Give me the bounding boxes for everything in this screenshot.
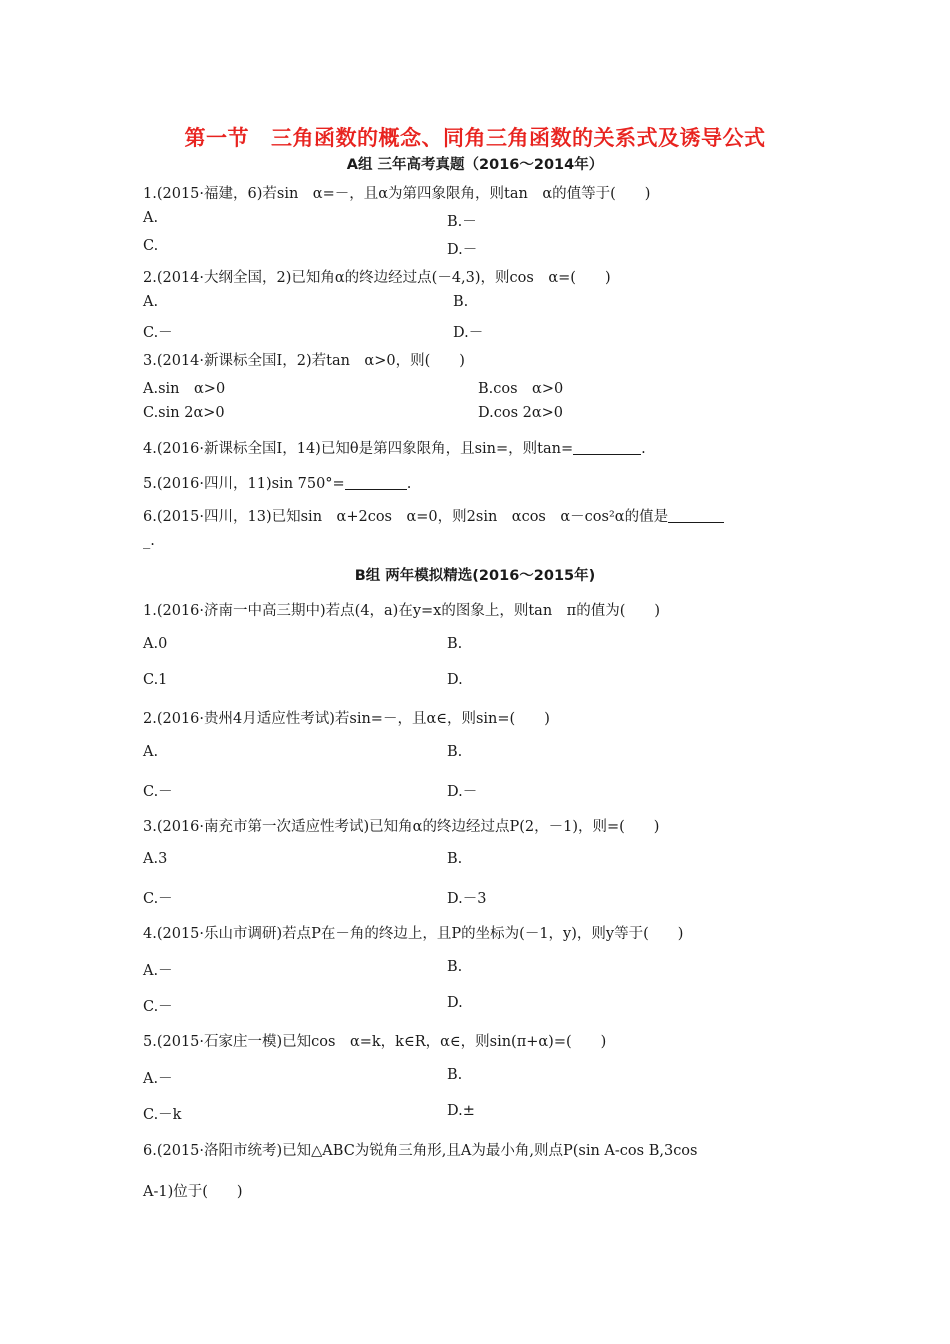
option-a2-c: C.－ [143, 325, 173, 341]
question-a5 [143, 472, 411, 493]
option-b5-b: B. [447, 1067, 463, 1083]
option-a2-b: B. [453, 294, 469, 310]
question-a6 [143, 505, 724, 526]
question-a4-text: 4.(2016·新课标全国Ⅰ，14)已知θ是第四象限角，且sin=，则tan= [143, 441, 574, 457]
option-a2-a: A. [143, 294, 159, 310]
option-b1-a: A.0 [143, 636, 168, 652]
option-b4-d: D. [447, 995, 463, 1011]
option-a3-d: D.cos 2α>0 [478, 405, 564, 421]
option-b2-b: B. [447, 744, 463, 760]
question-a4-end: . [641, 441, 646, 457]
option-a1-d: D.－ [447, 242, 478, 258]
option-b2-d: D.－ [447, 784, 478, 800]
option-b3-c: C.－ [143, 891, 173, 907]
question-a6-text: 6.(2015·四川，13)已知sin α+2cos α=0，则2sin αcos α－cos²α的值是 [143, 509, 669, 525]
option-a3-a: A.sin α>0 [143, 381, 226, 397]
section-number: 第一节 [184, 126, 249, 150]
question-a4 [143, 437, 646, 458]
question-b1: 1.(2016·济南一中高三期中)若点(4，a)在y=x的图象上，则tan π的值为( ) [143, 603, 661, 619]
question-a5-end: . [406, 476, 412, 492]
option-b4-b: B. [447, 959, 463, 975]
question-b5: 5.(2015·石家庄一模)已知cos α=k，k∈R，α∈，则sin(π+α)=( ) [143, 1034, 607, 1050]
question-b4: 4.(2015·乐山市调研)若点P在－角的终边上，且P的坐标为(－1，y)，则y等于( ) [143, 926, 684, 942]
question-b3: 3.(2016·南充市第一次适应性考试)已知角α的终边经过点P(2，－1)，则=( ) [143, 819, 660, 835]
group-a-heading: A组 三年高考真题（2016～2014年） [346, 157, 604, 173]
option-b1-b: B. [447, 636, 463, 652]
answer-blank [345, 475, 407, 490]
option-b3-d: D.－3 [447, 891, 487, 907]
section-title [0, 122, 950, 152]
section-name: 三角函数的概念、同角三角函数的关系式及诱导公式 [271, 126, 766, 150]
question-a6-continued: _. [143, 533, 155, 549]
question-a2: 2.(2014·大纲全国，2)已知角α的终边经过点(－4,3)，则cos α=( ) [143, 270, 611, 286]
question-b2: 2.(2016·贵州4月适应性考试)若sin=－，且α∈，则sin=( ) [143, 711, 550, 727]
option-a2-d: D.－ [453, 325, 484, 341]
answer-blank [573, 440, 641, 455]
option-b4-a: A.－ [143, 963, 173, 979]
option-a3-c: C.sin 2α>0 [143, 405, 225, 421]
option-a1-c: C. [143, 238, 159, 254]
option-b5-a: A.－ [143, 1071, 173, 1087]
answer-blank [668, 508, 724, 523]
group-b-heading: B组 两年模拟精选(2016～2015年) [354, 568, 596, 584]
question-a1: 1.(2015·福建，6)若sin α=－，且α为第四象限角，则tan α的值等于( ) [143, 186, 651, 202]
option-a3-b: B.cos α>0 [478, 381, 564, 397]
question-a3: 3.(2014·新课标全国Ⅰ，2)若tan α>0，则( ) [143, 353, 465, 369]
question-b6: 6.(2015·洛阳市统考)已知△ABC为锐角三角形,且A为最小角,则点P(sin A-cos B,3cos [143, 1143, 698, 1159]
option-b4-c: C.－ [143, 999, 173, 1015]
option-b1-c: C.1 [143, 672, 168, 688]
option-a1-b: B.－ [447, 214, 477, 230]
question-a5-text: 5.(2016·四川，11)sin 750°= [143, 476, 345, 492]
option-b5-d: D.± [447, 1103, 475, 1119]
option-b3-b: B. [447, 851, 463, 867]
option-b5-c: C.－k [143, 1107, 182, 1123]
option-b1-d: D. [447, 672, 463, 688]
question-b6-continued: A-1)位于( ) [143, 1184, 243, 1200]
option-a1-a: A. [143, 210, 159, 226]
option-b3-a: A.3 [143, 851, 168, 867]
option-b2-a: A. [143, 744, 159, 760]
option-b2-c: C.－ [143, 784, 173, 800]
